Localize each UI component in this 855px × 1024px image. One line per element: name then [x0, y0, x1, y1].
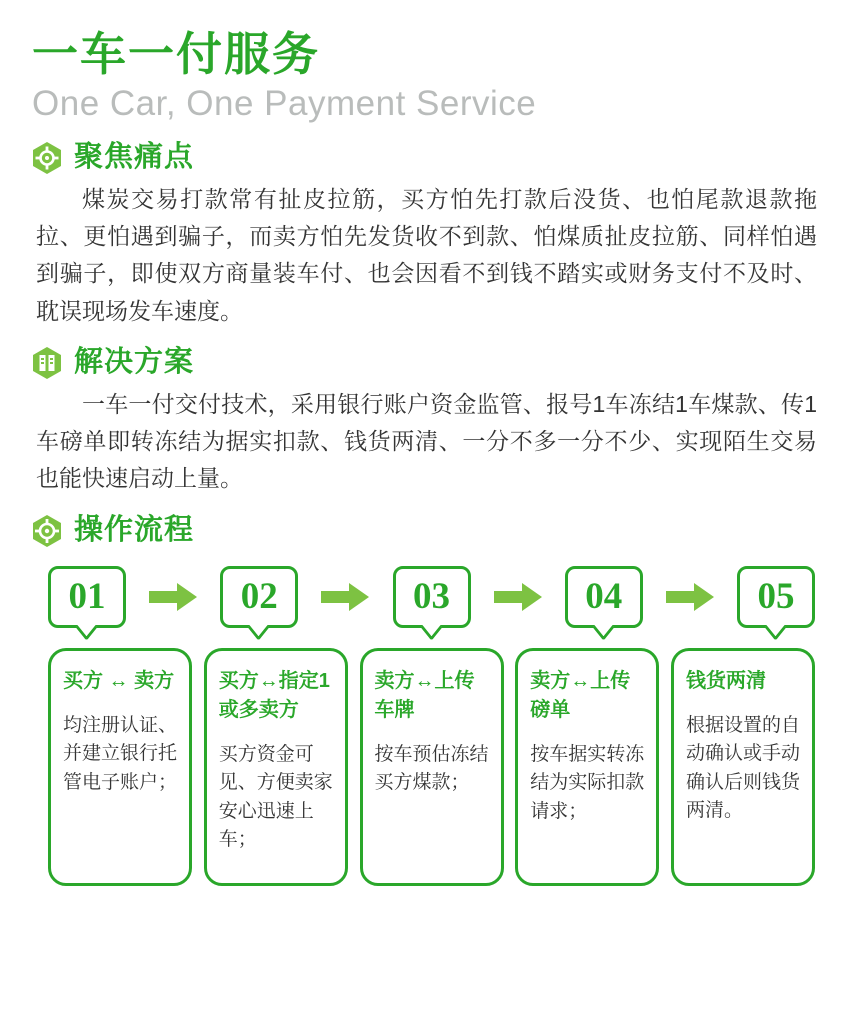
flow-step-badge-02	[220, 566, 298, 628]
flow-card-01	[48, 648, 192, 886]
flow-card-title: 买方↔指定1或多卖方	[218, 669, 330, 721]
hexagon-bank-icon	[32, 346, 62, 380]
flow-card-04	[515, 648, 659, 886]
section-body-solution: 一车一付交付技术，采用银行账户资金监管、报号1车冻结1车煤款、传1车磅单即转冻结为据实扣款、钱货两清、一分不多一分不少、实现陌生交易也能快速启动上量。	[36, 390, 817, 492]
flow-card-title: 买方 ↔ 卖方	[63, 669, 175, 692]
flow-steps-row	[48, 566, 815, 628]
flow-card-title: 卖方↔上传磅单	[530, 669, 631, 721]
page-title-cn: 一车一付服务	[32, 28, 320, 80]
flow-card-05	[671, 648, 815, 886]
arrow-right-icon	[147, 580, 199, 614]
flow-card-title: 卖方↔上传车牌	[374, 669, 475, 721]
section-title: 聚焦痛点	[74, 141, 195, 174]
flow-step-badge-05	[737, 566, 815, 628]
section-heading-process	[32, 514, 825, 548]
flow-card-body: 根据设置的自动确认或手动确认后则钱货两清。	[686, 714, 801, 822]
flow-card-title: 钱货两清	[686, 669, 766, 692]
arrow-right-icon	[319, 580, 371, 614]
flow-step-badge-01	[48, 566, 126, 628]
arrow-right-icon	[664, 580, 716, 614]
arrow-right-icon	[492, 580, 544, 614]
section-heading-pain-points	[32, 141, 825, 175]
flow-step-number: 03	[413, 576, 450, 618]
flow-card-body: 买方资金可见、方便卖家安心迅速上车；	[218, 743, 333, 851]
flow-step-number: 05	[757, 576, 795, 618]
flow-step-number: 04	[585, 576, 623, 618]
flow-card-02	[204, 648, 348, 886]
flow-step-badge-03	[393, 566, 471, 628]
flow-step-number: 01	[68, 576, 106, 618]
section-title: 解决方案	[74, 346, 195, 379]
hexagon-gear-icon	[32, 141, 62, 175]
flow-card-body: 按车预估冻结买方煤款；	[374, 743, 489, 794]
section-body-pain-points: 煤炭交易打款常有扯皮拉筋，买方怕先打款后没货、也怕尾款退款拖拉、更怕遇到骗子，而卖方怕先发货收不到款、怕煤质扯皮拉筋、同样怕遇到骗子，即使双方商量装车付、也会因看不到钱不踏实或财务支付不及时、耽误现场发车速度。	[36, 185, 817, 324]
section-heading-solution	[32, 346, 825, 380]
flow-step-number: 02	[240, 576, 278, 618]
flow-cards-row	[48, 648, 815, 886]
flow-card-03	[360, 648, 504, 886]
flow-step-badge-04	[565, 566, 643, 628]
section-title: 操作流程	[74, 514, 195, 547]
flow-card-body: 按车据实转冻结为实际扣款请求；	[530, 743, 645, 822]
flow-card-body: 均注册认证、并建立银行托管电子账户；	[63, 714, 178, 793]
hexagon-settings-icon	[32, 514, 62, 548]
page-title-en: One Car, One Payment Service	[32, 83, 537, 123]
